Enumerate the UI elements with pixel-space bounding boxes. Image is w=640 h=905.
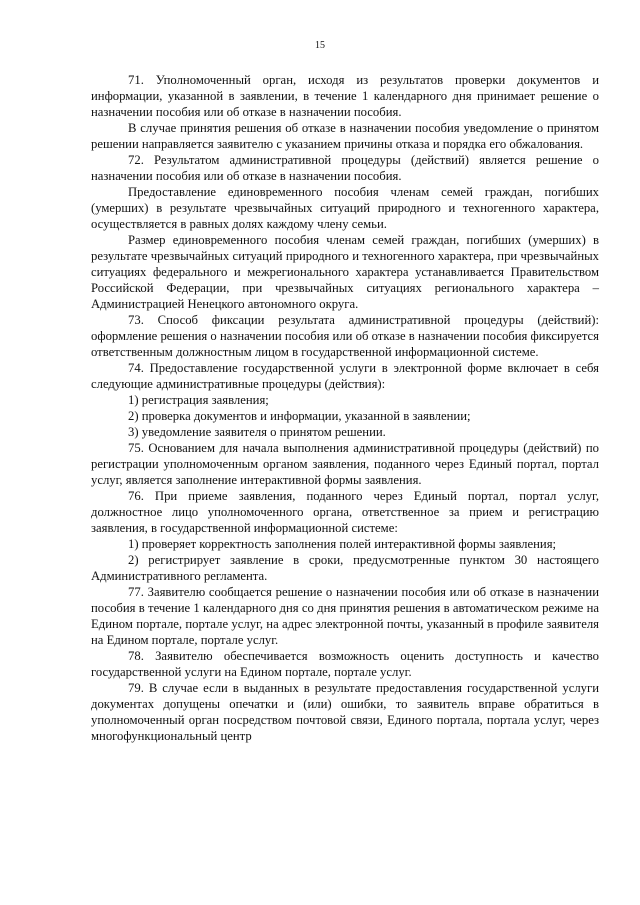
paragraph-72-allowance-size: Размер единовременного пособия членам семей граждан, погибших (умерших) в результате чрезвычайных ситуаций природного и техногенного характера, при чрезвычайных ситуациях федерального и межрегионального характера устанавливается Правительством Российской Федерации, при чрезвычайных ситуациях регионального характера – Администрацией Ненецкого автономного округа.: [91, 233, 599, 311]
list-item-74-2: 2) проверка документов и информации, указанной в заявлении;: [128, 409, 471, 423]
list-item-76-1: 1) проверяет корректность заполнения полей интерактивной формы заявления;: [128, 537, 557, 551]
paragraph-71: 71. Уполномоченный орган, исходя из результатов проверки документов и информации, указанной в заявлении, в течение 1 календарного дня принимает решение о назначении пособия или об отказе в назначении пособия.: [91, 73, 599, 119]
paragraph-73: 73. Способ фиксации результата административной процедуры (действий): оформление решения о назначении пособия или об отказе в назначении пособия фиксируется ответственным должностным лицом в государственной информационной системе.: [91, 313, 599, 359]
paragraph-75: 75. Основанием для начала выполнения административной процедуры (действий) по регистрации уполномоченным органом заявления, поданного через Единый портал, портал услуг, является заполнение интерактивной формы заявления.: [91, 441, 599, 487]
paragraph-72: 72. Результатом административной процедуры (действий) является решение о назначении пособия или об отказе в назначении пособия.: [91, 153, 599, 183]
list-item-74-1: 1) регистрация заявления;: [128, 393, 269, 407]
paragraph-72-equal-shares: Предоставление единовременного пособия членам семей граждан, погибших (умерших) в результате чрезвычайных ситуаций природного и техногенного характера, осуществляется в равных долях каждому члену семьи.: [91, 185, 599, 231]
list-item-76-2: 2) регистрирует заявление в сроки, предусмотренные пунктом 30 настоящего Административного регламента.: [91, 553, 599, 583]
page-number: 15: [315, 40, 325, 51]
paragraph-74: 74. Предоставление государственной услуги в электронной форме включает в себя следующие административные процедуры (действия):: [91, 361, 599, 391]
paragraph-76: 76. При приеме заявления, поданного через Единый портал, портал услуг, должностное лицо уполномоченного органа, ответственное за прием и регистрацию заявления, в государственной информационной системе:: [91, 489, 599, 535]
paragraph-77: 77. Заявителю сообщается решение о назначении пособия или об отказе в назначении пособия в течение 1 календарного дня со дня принятия решения в автоматическом режиме на Едином портале, портале услуг, на адрес электронной почты, указанный в профиле заявителя на Едином портале, портале услуг.: [91, 585, 599, 647]
paragraph-79: 79. В случае если в выданных в результате предоставления государственной услуги документах допущены опечатки и (или) ошибки, то заявитель вправе обратиться в уполномоченный орган посредством почтовой связи, Единого портала, портала услуг, через многофункциональный центр: [91, 681, 599, 743]
paragraph-78: 78. Заявителю обеспечивается возможность оценить доступность и качество государственной услуги на Едином портале, портале услуг.: [91, 649, 599, 679]
document-body: [91, 72, 599, 744]
paragraph-71-refusal-notice: В случае принятия решения об отказе в назначении пособия уведомление о принятом решении направляется заявителю с указанием причины отказа и порядка его обжалования.: [91, 121, 599, 151]
list-item-74-3: 3) уведомление заявителя о принятом решении.: [128, 425, 386, 439]
